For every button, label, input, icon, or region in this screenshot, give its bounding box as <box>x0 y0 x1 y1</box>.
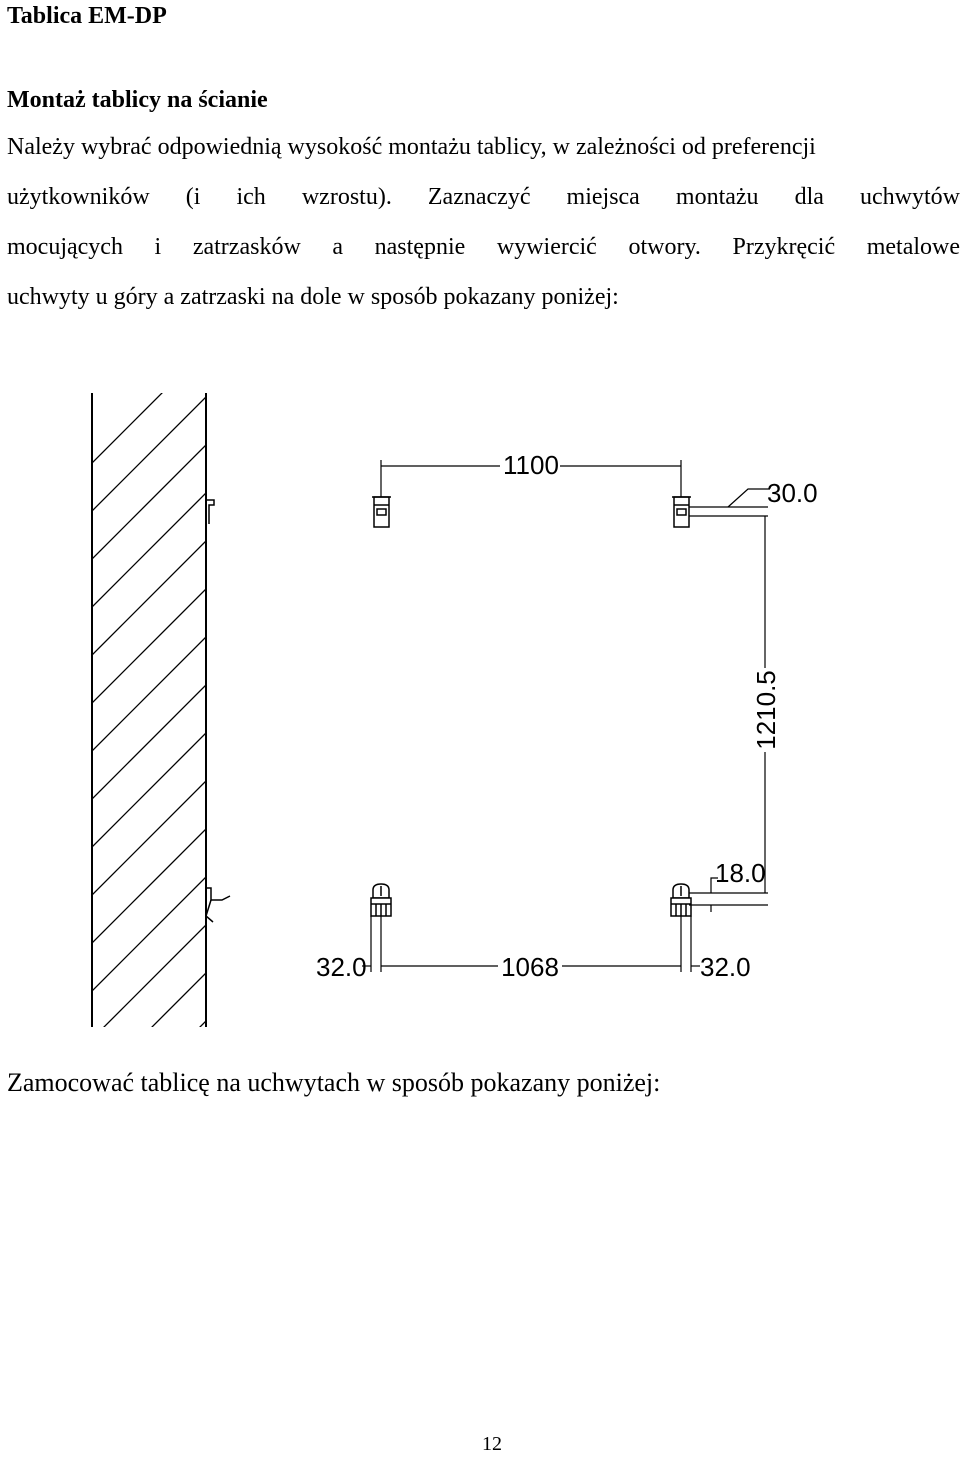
bottom-left-latch <box>371 884 391 916</box>
paragraph-line-1: Należy wybrać odpowiednią wysokość montażu tablicy, w zależności od preferencji <box>7 134 816 160</box>
wall-section <box>92 380 206 1040</box>
bottom-right-latch <box>671 884 691 916</box>
top-right-hook <box>672 497 691 527</box>
dimension-bottom-left-label: 32.0 <box>316 952 367 982</box>
instruction-caption: Zamocować tablicę na uchwytach w sposób pokazany poniżej: <box>7 1068 661 1097</box>
top-left-hook <box>372 497 391 527</box>
dimension-bottom-width-label: 1068 <box>501 952 559 982</box>
dimension-bottom-right-label: 32.0 <box>700 952 751 982</box>
paragraph-line-2: użytkowników (i ich wzrostu). Zaznaczyć miejsca montażu dla uchwytów <box>7 184 960 210</box>
dimension-top-offset <box>689 489 770 516</box>
dimension-vertical-label: 1210.5 <box>751 670 781 750</box>
dimension-latch-offset-label: 18.0 <box>715 858 766 888</box>
dimension-top-width-label: 1100 <box>503 450 559 480</box>
paragraph-line-4: uchwyty u góry a zatrzaski na dole w sposób pokazany poniżej: <box>7 284 619 310</box>
mounting-diagram <box>0 380 960 1040</box>
side-hook-profile <box>206 500 214 524</box>
page-number: 12 <box>482 1433 502 1455</box>
side-latch-profile <box>206 888 230 922</box>
dimension-top-offset-label: 30.0 <box>767 478 818 508</box>
paragraph-line-3: mocujących i zatrzasków a następnie wywiercić otwory. Przykręcić metalowe <box>7 234 960 260</box>
section-heading: Montaż tablicy na ścianie <box>7 87 268 113</box>
document-title: Tablica EM-DP <box>7 3 167 29</box>
